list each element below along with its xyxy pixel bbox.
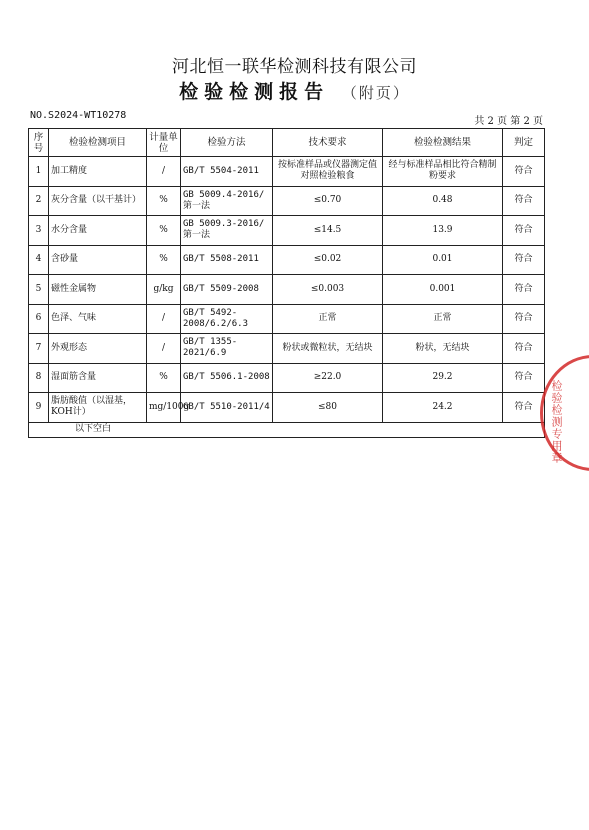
table-footer-row bbox=[29, 422, 545, 437]
cell-seq: 6 bbox=[29, 304, 49, 334]
report-number: NO.S2024-WT10278 bbox=[30, 110, 127, 121]
cell-result: 24.2 bbox=[383, 393, 503, 423]
cell-judgement: 符合 bbox=[503, 334, 545, 364]
cell-judgement: 符合 bbox=[503, 275, 545, 305]
header-seq: 序号 bbox=[29, 129, 49, 157]
blank-below-note: 以下空白 bbox=[29, 422, 545, 437]
company-name: 河北恒一联华检测科技有限公司 bbox=[172, 57, 417, 77]
cell-item: 外观形态 bbox=[49, 334, 147, 364]
cell-requirement: ≤80 bbox=[273, 393, 383, 423]
table-row bbox=[29, 363, 545, 393]
cell-requirement: ≤14.5 bbox=[273, 216, 383, 246]
seal-stamp-text: 检验检测专用章 bbox=[550, 380, 563, 464]
table-row bbox=[29, 334, 545, 364]
cell-judgement: 符合 bbox=[503, 157, 545, 187]
table-header-row bbox=[29, 129, 545, 157]
cell-item: 加工精度 bbox=[49, 157, 147, 187]
results-table bbox=[28, 128, 545, 438]
cell-method: GB/T 5509-2008 bbox=[181, 275, 273, 305]
cell-seq: 3 bbox=[29, 216, 49, 246]
cell-result: 经与标准样品相比符合精制粉要求 bbox=[383, 157, 503, 187]
cell-result: 29.2 bbox=[383, 363, 503, 393]
cell-seq: 5 bbox=[29, 275, 49, 305]
cell-requirement: ≥22.0 bbox=[273, 363, 383, 393]
cell-method: GB/T 5504-2011 bbox=[181, 157, 273, 187]
cell-requirement: ≤0.70 bbox=[273, 186, 383, 216]
header-requirement: 技术要求 bbox=[273, 129, 383, 157]
cell-method: GB/T 5492-2008/6.2/6.3 bbox=[181, 304, 273, 334]
report-title-main: 检验检测报告 bbox=[179, 81, 330, 103]
cell-result: 0.48 bbox=[383, 186, 503, 216]
cell-method: GB/T 1355-2021/6.9 bbox=[181, 334, 273, 364]
table-row bbox=[29, 157, 545, 187]
cell-seq: 2 bbox=[29, 186, 49, 216]
cell-unit: g/kg bbox=[147, 275, 181, 305]
cell-item: 脂肪酸值（以湿基，KOH计） bbox=[49, 393, 147, 423]
cell-unit: % bbox=[147, 363, 181, 393]
cell-method: GB/T 5510-2011/4 bbox=[181, 393, 273, 423]
cell-judgement: 符合 bbox=[503, 304, 545, 334]
cell-item: 磁性金属物 bbox=[49, 275, 147, 305]
cell-requirement: 粉状或微粒状，无结块 bbox=[273, 334, 383, 364]
cell-unit: / bbox=[147, 157, 181, 187]
cell-item: 湿面筋含量 bbox=[49, 363, 147, 393]
cell-unit: % bbox=[147, 245, 181, 275]
cell-seq: 9 bbox=[29, 393, 49, 423]
header-judgement: 判定 bbox=[503, 129, 545, 157]
cell-method: GB 5009.4-2016/第一法 bbox=[181, 186, 273, 216]
table-row bbox=[29, 304, 545, 334]
cell-item: 水分含量 bbox=[49, 216, 147, 246]
page-info: 共 2 页 第 2 页 bbox=[474, 116, 543, 127]
cell-result: 13.9 bbox=[383, 216, 503, 246]
cell-judgement: 符合 bbox=[503, 186, 545, 216]
cell-requirement: 按标准样品或仪器测定值对照检验粮食 bbox=[273, 157, 383, 187]
report-title-subtitle: （附页） bbox=[341, 84, 410, 102]
cell-result: 0.01 bbox=[383, 245, 503, 275]
cell-unit: % bbox=[147, 216, 181, 246]
cell-method: GB 5009.3-2016/第一法 bbox=[181, 216, 273, 246]
cell-method: GB/T 5508-2011 bbox=[181, 245, 273, 275]
table-row bbox=[29, 186, 545, 216]
cell-judgement: 符合 bbox=[503, 393, 545, 423]
cell-unit: mg/100g bbox=[147, 393, 181, 423]
cell-requirement: ≤0.02 bbox=[273, 245, 383, 275]
cell-seq: 8 bbox=[29, 363, 49, 393]
table-row bbox=[29, 275, 545, 305]
cell-unit: / bbox=[147, 334, 181, 364]
cell-requirement: 正常 bbox=[273, 304, 383, 334]
cell-requirement: ≤0.003 bbox=[273, 275, 383, 305]
cell-unit: % bbox=[147, 186, 181, 216]
cell-item: 色泽、气味 bbox=[49, 304, 147, 334]
cell-item: 含砂量 bbox=[49, 245, 147, 275]
cell-judgement: 符合 bbox=[503, 363, 545, 393]
cell-unit: / bbox=[147, 304, 181, 334]
cell-judgement: 符合 bbox=[503, 245, 545, 275]
header-item: 检验检测项目 bbox=[49, 129, 147, 157]
table-row bbox=[29, 245, 545, 275]
header-unit: 计量单位 bbox=[147, 129, 181, 157]
cell-item: 灰分含量（以干基计） bbox=[49, 186, 147, 216]
report-title bbox=[0, 77, 589, 104]
cell-result: 正常 bbox=[383, 304, 503, 334]
cell-result: 粉状，无结块 bbox=[383, 334, 503, 364]
table-row bbox=[29, 393, 545, 423]
cell-seq: 7 bbox=[29, 334, 49, 364]
cell-seq: 4 bbox=[29, 245, 49, 275]
header-result: 检验检测结果 bbox=[383, 129, 503, 157]
cell-result: 0.001 bbox=[383, 275, 503, 305]
table-row bbox=[29, 216, 545, 246]
cell-method: GB/T 5506.1-2008 bbox=[181, 363, 273, 393]
header-method: 检验方法 bbox=[181, 129, 273, 157]
cell-judgement: 符合 bbox=[503, 216, 545, 246]
cell-seq: 1 bbox=[29, 157, 49, 187]
